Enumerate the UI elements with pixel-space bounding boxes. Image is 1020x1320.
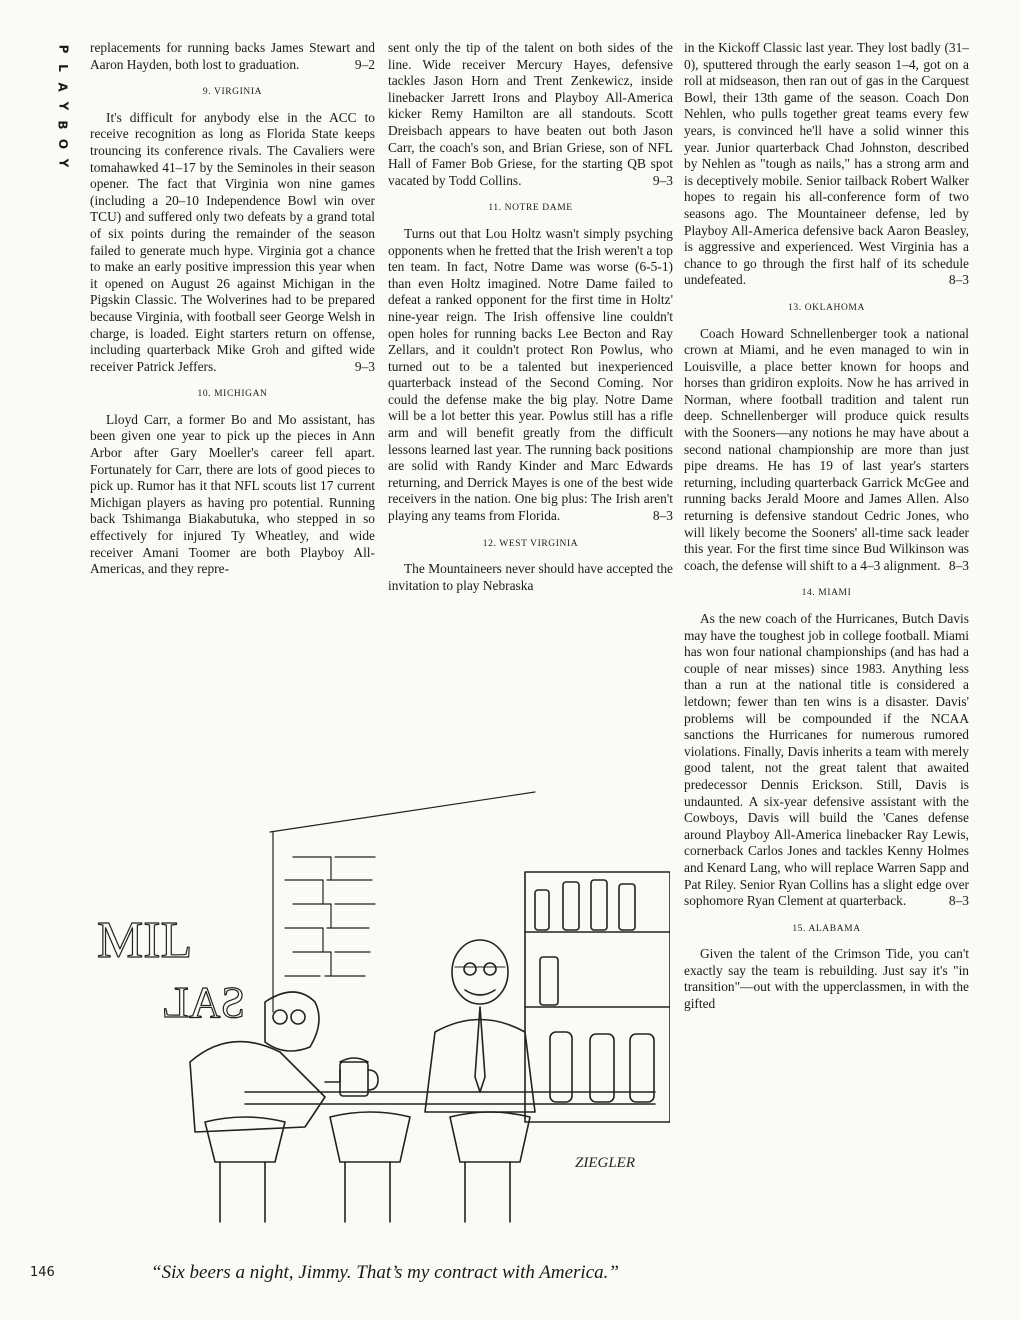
article-column-2 <box>388 40 673 594</box>
bar-stools <box>205 1112 530 1222</box>
brick-wall <box>270 792 535 1012</box>
section-heading-notre-dame: 11. NOTRE DAME <box>488 203 573 214</box>
liquor-shelves <box>525 872 670 1122</box>
bar-cartoon-illustration <box>95 762 670 1232</box>
section-heading-michigan: 10. MICHIGAN <box>197 389 268 400</box>
team-record: 8–3 <box>948 272 969 288</box>
window-sign-text-mirrored: SAL <box>161 978 245 1027</box>
article-paragraph: Lloyd Carr, a former Bo and Mo assistant, has been given one year to pick up the pieces in Ann Arbor after Gary Moeller's career fell apart. Fortunately for Carr, there are lots of good pieces to pick up. Rumor has it that NFL scouts list 17 current Michigan players as having pro potential. Running back Tshimanga Biakabutuka, who stepped in so effectively for injured Ty Wheatley, and wide receiver Amani Toomer are both Playboy All-Americas, and they repre- <box>90 411 375 577</box>
window-sign-text: MIL <box>97 912 193 969</box>
article-paragraph: in the Kickoff Classic last year. They lost badly (31–0), sputtered through the early season 1–4, got on a roll at midseason, then ran out of gas in the Carquest Bowl, their 13th game of the season. Coach Don Nehlen, who pulls together great teams every few years, is convinced he'll have a solid winner this year. Junior quarterback Chad Johnston, described by Nehlen as "tough as nails," has a strong arm and is deceptively mobile. Senior tailback Robert Walker hopes to regain his all-conference form of two seasons ago. The Mountaineer defense, led by Playboy All-America defensive back Aaron Beasley, is aggressive and experienced. West Virginia has a chance to go through the first half of its schedule undefeated. 8–3 <box>684 40 969 288</box>
section-heading-alabama: 15. ALABAMA <box>792 923 861 934</box>
article-paragraph: As the new coach of the Hurricanes, Butch Davis may have the toughest job in college football. Miami has won four national championships (and has had a couple of near misses) since 1983. Anything less than a run at the national title is considered a letdown; fewer than ten wins is a disaster. Davis' problems will be compounded if the NCAA sanctions the Hurricanes for numerous rumored violations. Finally, Davis inherits a team with merely good talent, not the great talent that awaited predecessor Dennis Erickson. Still, Davis is undaunted. A six-year defensive assistant with the Cowboys, Davis will build the 'Canes defense around Playboy All-America linebacker Ray Lewis, cornerback Carlos Jones and tackles Kenny Holmes and Kenard Lang, who will replace Warren Sapp and Pat Riley. Senior Ryan Collins has a slight edge over sophomore Ryan Clement at quarterback. 8–3 <box>684 611 969 909</box>
section-heading-virginia: 9. VIRGINIA <box>202 87 263 98</box>
cartoonist-signature: ZIEGLER <box>575 1155 635 1171</box>
playboy-sidebar-logo: P L A Y B O Y <box>55 44 70 168</box>
article-paragraph: Given the talent of the Crimson Tide, you can't exactly say the team is rebuilding. Just say it's "in transition"—out with the upperclassmen, in with the gifted <box>684 946 969 1012</box>
cartoon-caption: “Six beers a night, Jimmy. That’s my contract with America.” <box>151 1262 619 1283</box>
team-record: 9–3 <box>652 172 673 188</box>
article-paragraph: sent only the tip of the talent on both sides of the line. Wide receiver Mercury Hayes, defensive tackles Jason Horn and Trent Zenkewicz, inside linebacker Jarrett Irons and Playboy All-America kicker Remy Hamilton are all standouts. Scott Dreisbach appears to have beaten out both Jason Carr, the coach's son, and Brian Griese, son of NFL Hall of Famer Bob Griese, for the starting QB spot vacated by Todd Collins. 9–3 <box>388 40 673 188</box>
article-column-1 <box>90 40 375 578</box>
article-paragraph: The Mountaineers never should have accepted the invitation to play Nebraska <box>388 561 673 593</box>
section-heading-west-virginia: 12. WEST VIRGINIA <box>482 538 579 549</box>
bartender-figure <box>425 940 535 1112</box>
page-number: 146 <box>30 1265 55 1280</box>
section-heading-oklahoma: 13. OKLAHOMA <box>788 302 865 313</box>
article-paragraph: It's difficult for anybody else in the ACC to receive recognition as long as Florida State keeps trouncing its conference rivals. The Cavaliers were tomahawked 41–17 by the Seminoles in their season opener. The fact that Virginia won nine games (including a 20–10 Independence Bowl win over TCU) and suffered only two defeats by a grand total of six points during the remainder of the season failed to generate much hype. Virginia got a chance to make an early positive impression this year when it opened on August 26 against Michigan in the Pigskin Classic. The Wolverines had to be prepared because Virginia, with football seer George Welsh in charge, is loaded. Eight starters return on offense, including quarterback Mike Groh and gifted wide receiver Patrick Jeffers. 9–3 <box>90 109 375 374</box>
article-paragraph: Turns out that Lou Holtz wasn't simply psyching opponents when he fretted that the Irish weren't a top ten team. In fact, Notre Dame was worse (6-5-1) than even Holtz imagined. Notre Dame failed to defeat a ranked opponent for the first time in Holtz' nine-year reign. The Irish offensive line couldn't open holes for running backs Lee Becton and Ray Zellars, and it couldn't protect Ron Powlus, who turned out to be a talented but inexperienced quarterback instead of the Second Coming. Nor could the defense make the big play. Notre Dame will be a lot better this year. Powlus still has a rifle arm and will benefit greatly from the difficult lessons learned last year. The running back positions are solid with Randy Kinder and Marc Edwards returning, and Derrick Mayes is one of the best wide receivers in the nation. One big plus: The Irish aren't playing any teams from Florida. 8–3 <box>388 225 673 524</box>
article-paragraph: Coach Howard Schnellenberger took a national crown at Miami, and he even managed to win in Louisville, a place better known for hoops and horses than gridiron exploits. Now he has arrived in Norman, where football tradition and talent run deep. Schnellenberger will produce quick results with the Sooners—any notions he may have about a second national championship are more than just pipe dreams. He has 19 of last year's starters returning, including quarterback Garrick McGee and running backs Jerald Moore and James Allen. Also returning is defensive standout Cedric Jones, who will likely become the Sooners' all-time sack leader this year. For the first time since Bud Wilkinson was coach, the defense will shift to a 4–3 alignment. 8–3 <box>684 325 969 573</box>
team-record: 8–3 <box>948 893 969 909</box>
team-record: 8–3 <box>948 557 969 573</box>
article-paragraph: replacements for running backs James Stewart and Aaron Hayden, both lost to graduation. 9–2 <box>90 40 375 72</box>
team-record: 8–3 <box>652 508 673 524</box>
team-record: 9–3 <box>354 358 375 374</box>
team-record: 9–2 <box>354 56 375 72</box>
section-heading-miami: 14. MIAMI <box>801 588 852 599</box>
beer-mug <box>340 1058 378 1096</box>
article-column-3 <box>684 40 969 1013</box>
